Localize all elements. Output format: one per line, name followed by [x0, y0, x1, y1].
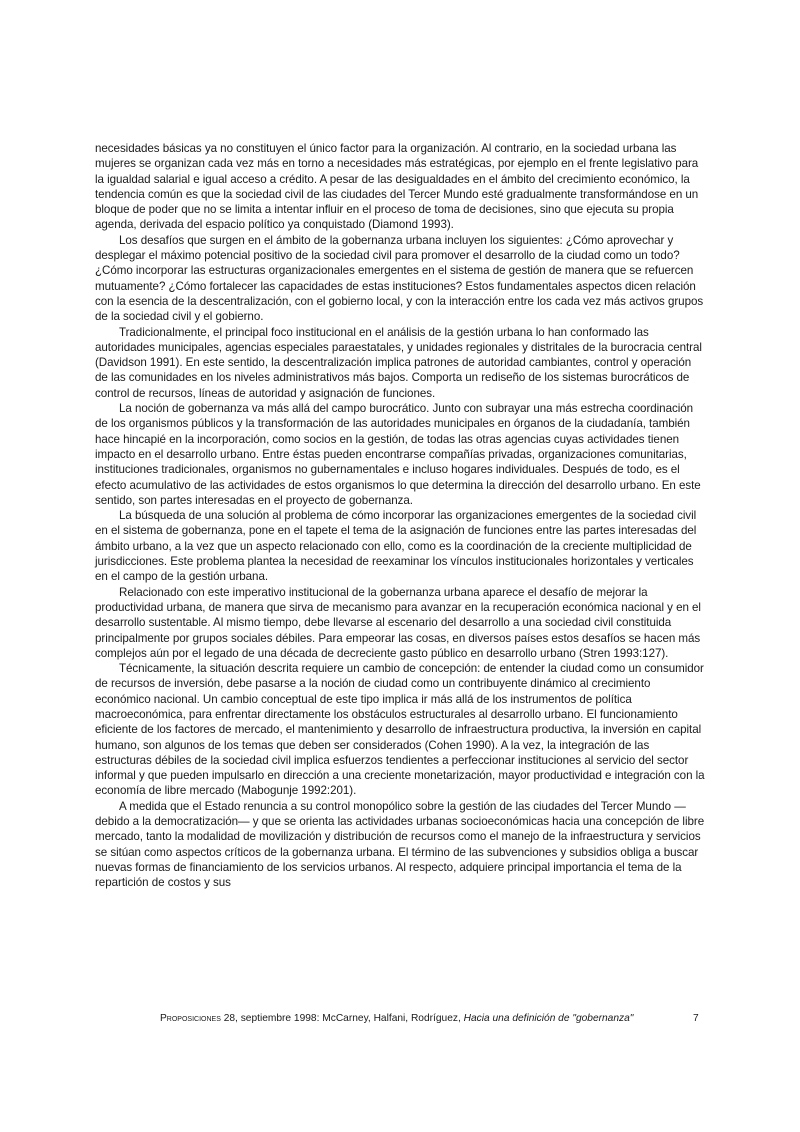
paragraph: Relacionado con este imperativo institucional de la gobernanza urbana aparece el desafío de mejorar la productividad urbana, de manera que sirva de mecanismo para avanzar en la recuperación económica nacional y en el desarrollo sustentable. Al mismo tiempo, debe llevarse al escenario del desarrollo a una sociedad civil constituida principalmente por grupos sociales débiles. Para empeorar las cosas, en diversos países estos desafíos se hacen más complejos aún por el legado de una década de decreciente gasto público en desarrollo urbano (Stren 1993:127).	[95, 585, 701, 660]
paragraph: La noción de gobernanza va más allá del campo burocrático. Junto con subrayar una más estrecha coordinación de los organismos públicos y la transformación de las autoridades municipales en órganos de la ciudadanía, también hace hincapié en la incorporación, como socios en la gestión, de todas las otras agencias cuyas actividades tienen impacto en el desarrollo urbano. Entre éstas pueden encontrarse compañías privadas, organizaciones comunitarias, instituciones tradicionales, organismos no gubernamentales e incluso hogares individuales. Después de todo, es el efecto acumulativo de las actividades de estos organismos lo que determina la dirección del desarrollo urbano. En este sentido, son partes interesadas en el proyecto de gobernanza.	[95, 402, 701, 507]
body-text	[95, 141, 705, 891]
footer-journal: Proposiciones	[160, 1013, 221, 1024]
page-footer	[160, 1013, 700, 1024]
footer-title: Hacia una definición de "gobernanza"	[463, 1013, 634, 1024]
footer-issue: 28, septiembre 1998: McCarney, Halfani, Rodríguez,	[220, 1013, 464, 1024]
paragraph: necesidades básicas ya no constituyen el único factor para la organización. Al contrario, en la sociedad urbana las mujeres se organizan cada vez más en torno a necesidades más estratégicas, por ejemplo en el frente legislativo para la igualdad salarial e igual acceso a crédito. A pesar de las desigualdades en el ámbito del crecimiento económico, la tendencia común es que la sociedad civil de las ciudades del Tercer Mundo esté gradualmente transformándose en un bloque de poder que no se limita a intentar influir en el proceso de toma de decisiones, sino que ejecuta su propia agenda, derivada del espacio político ya conquistado (Diamond 1993).	[95, 142, 699, 232]
paragraph: Técnicamente, la situación descrita requiere un cambio de concepción: de entender la ciudad como un consumidor de recursos de inversión, debe pasarse a la noción de ciudad como un contribuyente dinámico al crecimiento económico nacional. Un cambio conceptual de este tipo implica ir más allá de los instrumentos de política macroeconómica, para enfrentar directamente los obstáculos estructurales al desarrollo urbano. El funcionamiento eficiente de los factores de mercado, el mantenimiento y desarrollo de infraestructura productiva, la inversión en capital humano, son algunos de los temas que deben ser considerados (Cohen 1990). A la vez, la integración de las estructuras débiles de la sociedad civil implica esfuerzos tendientes a perfeccionar instituciones al servicio del sector informal y que pueden impulsarlo en dirección a una creciente monetarización, mayor productividad e integración con la economía de libre mercado (Mabogunje 1992:201).	[95, 662, 705, 798]
page-number: 7	[693, 1013, 699, 1024]
paragraph: Los desafíos que surgen en el ámbito de la gobernanza urbana incluyen los siguientes: ¿Cómo aprovechar y desplegar el máximo potencial positivo de la sociedad civil para promover el desarrollo de la ciudad como un todo? ¿Cómo incorporar las estructuras organizacionales emergentes en el sistema de gestión de manera que se refuercen mutuamente? ¿Cómo fortalecer las capacidades de estas instituciones? Estos fundamentales aspectos dicen relación con la esencia de la descentralización, con el gobierno local, y con la interacción entre los cada vez más activos grupos de la sociedad civil y el gobierno.	[95, 233, 704, 324]
paragraph: Tradicionalmente, el principal foco institucional en el análisis de la gestión urbana lo han conformado las autoridades municipales, agencias especiales paraestatales, y unidades regionales y distritales de la burocracia central (Davidson 1991). En este sentido, la descentralización implica patrones de autoridad cambiantes, control y operación de las comunidades en los niveles administrativos más bajos. Comporta un rediseño de los sistemas burocráticos de control de recursos, líneas de autoridad y asignación de funciones.	[95, 325, 702, 400]
paragraph: La búsqueda de una solución al problema de cómo incorporar las organizaciones emergentes de la sociedad civil en el sistema de gobernanza, pone en el tapete el tema de la asignación de funciones entre las partes interesadas del ámbito urbano, a la vez que un aspecto relacionado con ello, como es la coordinación de la creciente multiplicidad de jurisdicciones. Este problema plantea la necesidad de reexaminar los vínculos institucionales horizontales y verticales en el campo de la gestión urbana.	[95, 509, 697, 584]
paragraph: A medida que el Estado renuncia a su control monopólico sobre la gestión de las ciudades del Tercer Mundo —debido a la democratización— y que se orienta las actividades urbanas socioeconómicas hacia una concepción de libre mercado, tanto la modalidad de movilización y distribución de recursos como el manejo de la infraestructura y servicios se sitúan como aspectos críticos de la gobernanza urbana. El término de las subvenciones y subsidios obliga a buscar nuevas formas de financiamiento de los servicios urbanos. Al respecto, adquiere principal importancia el tema de la repartición de costos y sus	[95, 799, 705, 890]
